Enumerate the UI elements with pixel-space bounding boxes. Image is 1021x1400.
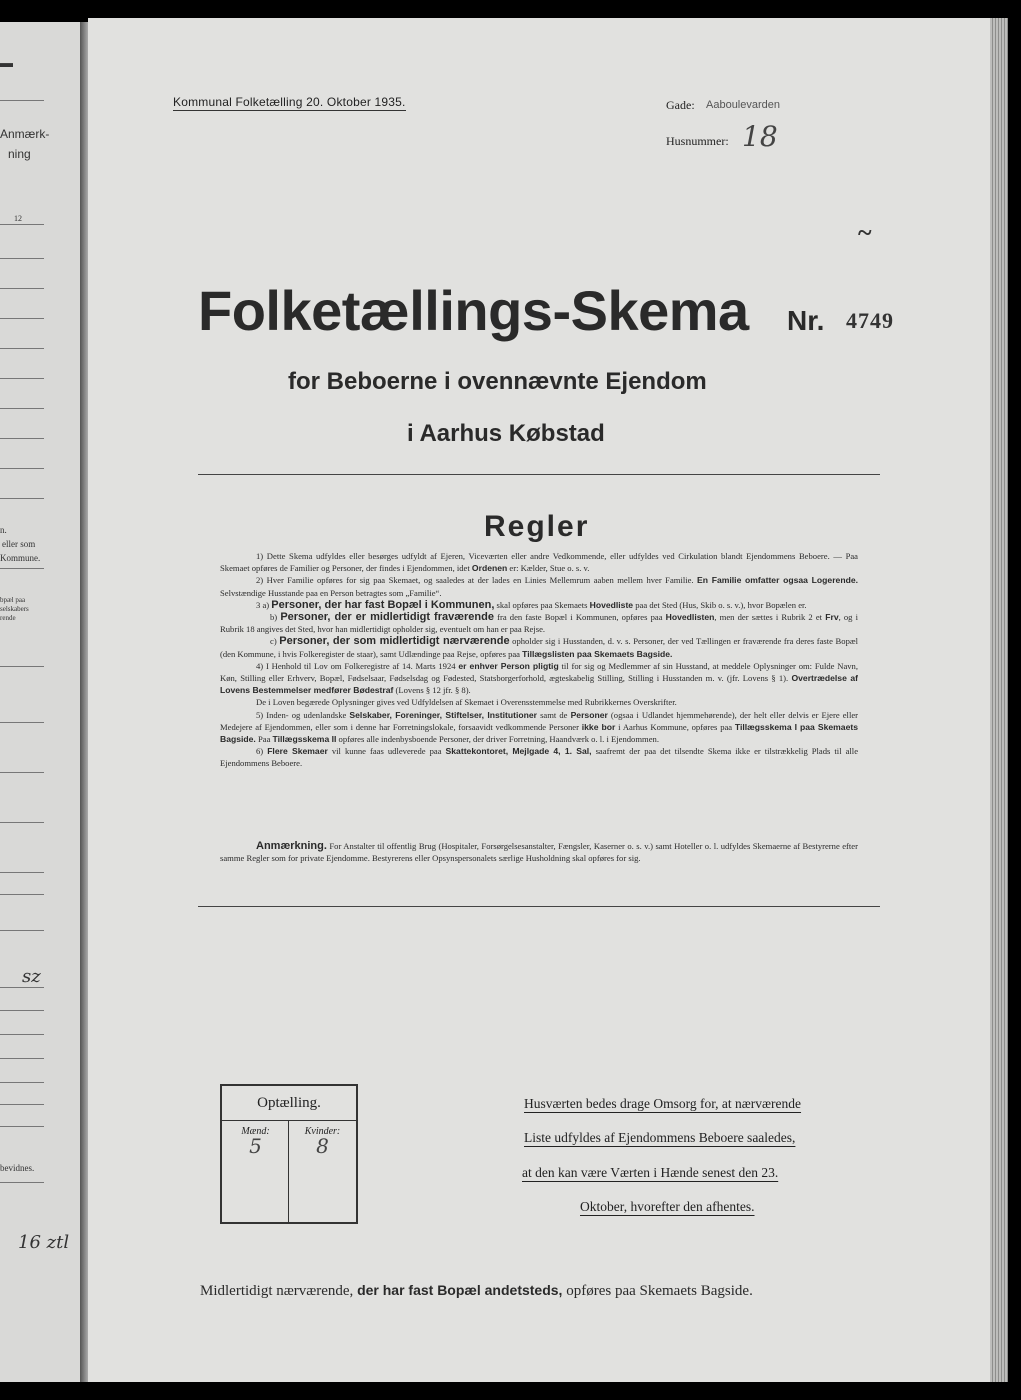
left-fragment: selskabers <box>0 605 29 613</box>
tally-box <box>220 1084 358 1224</box>
rule-1: 1) Dette Skema udfyldes eller besørges udfyldt af Ejeren, Viceværten eller andre Vedkommende, eller udfyldes ved Cirkulation blandt Ejendommens Beboere. — Paa Skemaet opføres de Familier og Personer, der findes i Ejendommen, idet Ordenen er: Kælder, Stue o. s. v. <box>220 551 858 574</box>
left-fragment: bevidnes. <box>0 1163 35 1173</box>
rule-4: 4) I Henhold til Lov om Folkeregistre af 14. Marts 1924 er enhver Person pligtig til for sig og Medlemmer af sin Husstand, at meddele Oplysninger om: Fulde Navn, Køn, Stilling eller Erhverv, Bopæl, Fødselsaar, Fødselsdag og Fødested, Statsborgerforhold, ægteskabelig Stilling, Stilling i Husstanden m. v. (jfr. Lovens § 1). Overtrædelse af Lovens Bestemmelser medfører Bødestraf (Lovens § 12 jfr. § 8). <box>220 660 859 696</box>
rule-line <box>0 822 44 823</box>
rule-line <box>0 872 44 873</box>
rule-line <box>0 100 44 101</box>
left-handwriting: sz <box>22 966 41 987</box>
rule-line <box>0 348 44 349</box>
rule-line <box>0 378 44 379</box>
rule-6: 6) Flere Skemaer vil kunne faas udleverede paa Skattekontoret, Mejlgade 4, 1. Sal, saafremt der paa det tilsendte Skema ikke er tilstrækkelig Plads til alle Ejendommens Beboere. <box>220 746 859 769</box>
house-number-value: 18 <box>742 120 778 153</box>
footer-note: Midlertidigt nærværende, der har fast Bopæl andetsteds, opføres paa Skemaets Bagside. <box>200 1282 753 1299</box>
book-spine <box>80 22 88 1382</box>
rule-line <box>0 772 44 773</box>
left-fragment: n. <box>0 525 7 535</box>
remark-note: Anmærkning. For Anstalter til offentlig Brug (Hospitaler, Forsørgelsesanstalter, Fængsler, Kaserner o. s. v.) samt Hoteller o. l. udfyldes Skemaerne af Bestyrerne efter samme Regler som for private Ejendomme. Bestyrerens eller Opsynspersonalets særlige Husholdning skal opføres for sig. <box>220 840 858 864</box>
landlord-notice-line-3: at den kan være Værten i Hænde senest den 23. <box>522 1165 779 1180</box>
rule-3c: c) Personer, der som midlertidigt nærværende opholder sig i Husstanden, d. v. s. Personer, der ved Tællingen er fraværende fra deres faste Bopæl (den Kommune, i hvis Folkeregister de staar), samt Udlændinge paa Rejse, opføres paa Tillægslisten paa Skemaets Bagside. <box>220 635 858 659</box>
street-label: Gade: <box>666 98 695 112</box>
men-label: Mænd: <box>241 1126 270 1137</box>
form-title: Folketællings-Skema <box>198 279 749 342</box>
rule-5: 5) Inden- og udenlandske Selskaber, Foreninger, Stiftelser, Institutioner samt de Personer (ogsaa i Udlandet hjemmehørende), der helt eller delvis er Ejere eller Medejere af Ejendommen, eller som i denne har Forretningslokale, forsaavidt vedkommende Personer ikke bor i Aarhus Kommune, opføres paa Tillægsskema I paa Skemaets Bagside. Paa Tillægsskema II opføres alle indenbysboende Personer, der driver Forretning, Haandværk o. l. i Ejendommen. <box>220 709 859 745</box>
form-subtitle-2: i Aarhus Købstad <box>407 420 605 447</box>
rule-line <box>0 666 44 667</box>
form-subtitle-1: for Beboerne i ovennævnte Ejendom <box>288 368 707 395</box>
street-value: Aaboulevarden <box>706 99 781 111</box>
rule-line <box>0 1010 44 1011</box>
rule-4-note: De i Loven begærede Oplysninger gives ved Udfyldelsen af Skemaet i Overensstemmelse med Rubrikkernes Overskrifter. <box>256 697 677 708</box>
rule-line <box>0 930 44 931</box>
form-number-label: Nr. <box>787 305 825 336</box>
landlord-notice-line-4: Oktober, hvorefter den afhentes. <box>580 1199 755 1214</box>
rule-line <box>0 288 44 289</box>
rule-line <box>0 468 44 469</box>
women-count: 8 <box>316 1134 329 1158</box>
landlord-notice-line-1: Husværten bedes drage Omsorg for, at nærværende <box>524 1096 802 1111</box>
rule-line <box>0 1182 44 1183</box>
left-fragment: Anmærk- <box>0 127 50 141</box>
men-column <box>222 1120 289 1222</box>
rule-line <box>0 1034 44 1035</box>
rule-line <box>0 498 44 499</box>
rule-line <box>0 568 44 569</box>
house-number-label: Husnummer: <box>666 134 729 148</box>
rule-3a: 3 a) Personer, der har fast Bopæl i Kommunen, skal opføres paa Skemaets Hovedliste paa det Sted (Hus, Skib o. s. v.), hvor Bopælen er. <box>256 598 807 611</box>
rule-3b: b) Personer, der er midlertidigt fraværende fra den faste Bopæl i Kommunen, opføres paa Hovedlisten, men der sættes i Rubrik 2 et Frv, og i Rubrik 18 angives det Sted, hvor han midlertidigt opholder sig, eventuelt om han er paa Rejse. <box>220 611 859 635</box>
left-fragment: eller som <box>2 539 36 549</box>
rule-line <box>0 894 44 895</box>
rule-2: 2) Hver Familie opføres for sig paa Skemaet, og saaledes at der lades en Linies Mellemrum aaben mellem hver Familie. En Familie omfatter ogsaa Logerende. Selvstændige Husstande paa en Person betragtes som „Familie“. <box>220 575 858 598</box>
left-fragment: bpæl paa <box>0 596 26 604</box>
rule-line <box>0 224 44 225</box>
rule-line <box>0 258 44 259</box>
left-fragment: ▬ <box>0 55 13 70</box>
remark-label: Anmærkning. <box>256 840 327 852</box>
divider <box>198 474 880 475</box>
rule-line <box>0 722 44 723</box>
page-stack-edge <box>990 18 1008 1382</box>
men-count: 5 <box>249 1134 262 1158</box>
left-handwriting: 16 ztl <box>18 1232 70 1253</box>
left-fragment: rende <box>0 614 16 622</box>
form-number-value: 4749 <box>846 308 894 333</box>
rule-line <box>0 1126 44 1127</box>
left-fragment: Kommune. <box>0 553 41 563</box>
rule-line <box>0 408 44 409</box>
rule-line <box>0 987 44 988</box>
rule-line <box>0 438 44 439</box>
landlord-notice-line-2: Liste udfyldes af Ejendommens Beboere saaledes, <box>524 1130 796 1145</box>
rule-line <box>0 318 44 319</box>
left-fragment: ning <box>8 147 31 161</box>
left-fragment: 12 <box>14 214 22 223</box>
divider <box>198 906 880 907</box>
left-page-strip <box>0 22 86 1382</box>
census-heading: Kommunal Folketælling 20. Oktober 1935. <box>173 95 406 109</box>
tally-title: Optælling. <box>222 1086 356 1121</box>
rule-line <box>0 1104 44 1105</box>
rules-heading: Regler <box>484 510 590 543</box>
women-label: Kvinder: <box>304 1126 341 1137</box>
rules-text <box>220 550 858 770</box>
rule-line <box>0 1058 44 1059</box>
women-column <box>288 1120 356 1222</box>
pencil-mark: ~ <box>858 218 872 247</box>
rule-line <box>0 1082 44 1083</box>
